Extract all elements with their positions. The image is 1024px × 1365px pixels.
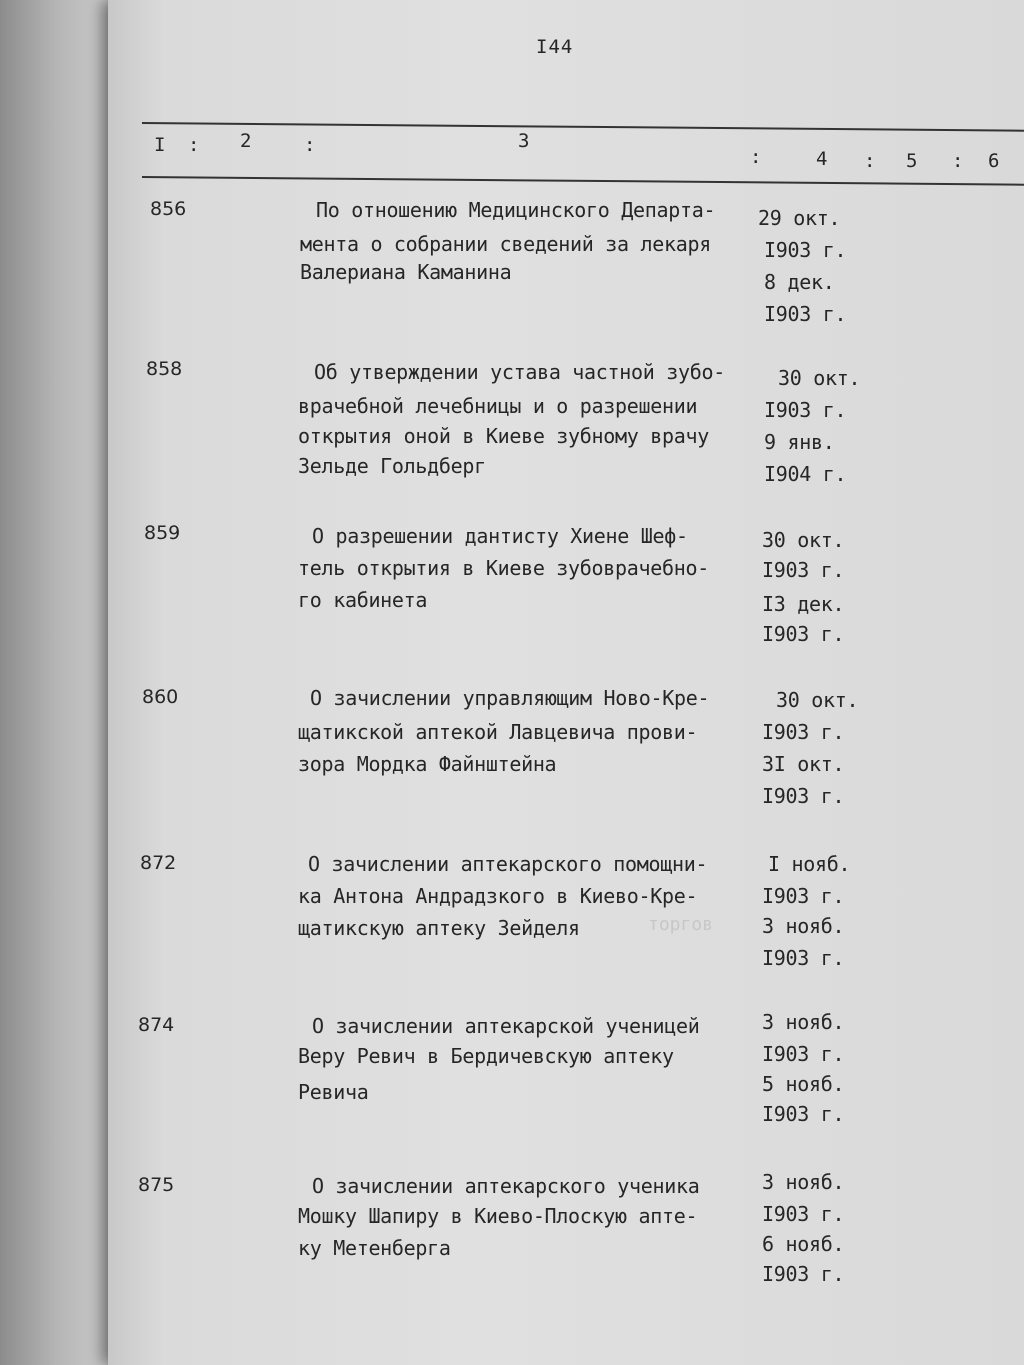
entry-text-line: открытия оной в Киеве зубному врачу xyxy=(298,424,709,448)
entry-text-line: О зачислении управляющим Ново-Кре- xyxy=(310,686,710,710)
page-number: I44 xyxy=(536,36,574,58)
entry-date: 3 нояб. xyxy=(762,1170,845,1194)
entry-number: 872 xyxy=(140,852,177,874)
entry-text-line: О зачислении аптекарского помощни- xyxy=(308,852,708,876)
entry-text-line: Об утверждении устава частной зубо- xyxy=(314,360,725,384)
column-separator: : xyxy=(952,150,964,172)
entry-text-line: Мошку Шапиру в Киево-Плоскую апте- xyxy=(298,1204,698,1228)
entry-date: I903 г. xyxy=(762,1102,845,1126)
entry-date: I903 г. xyxy=(762,1202,845,1226)
column-header-3: 3 xyxy=(518,130,530,152)
column-header-6: 6 xyxy=(988,150,1000,172)
entry-date: 30 окт. xyxy=(762,528,845,552)
entry-date: I903 г. xyxy=(762,946,845,970)
column-header-5: 5 xyxy=(906,150,918,172)
entry-text-line: Зельде Гольдберг xyxy=(298,454,486,478)
entry-date: I903 г. xyxy=(762,622,845,646)
entry-number: 874 xyxy=(138,1014,175,1036)
bleed-through-text: торгов xyxy=(648,914,714,935)
entry-date: I903 г. xyxy=(764,238,847,262)
entry-date: 30 окт. xyxy=(776,688,859,712)
entry-date: 3 нояб. xyxy=(762,1010,845,1034)
header-rule-top xyxy=(142,122,1024,132)
column-separator: : xyxy=(864,150,876,172)
entry-date: I нояб. xyxy=(768,852,851,876)
entry-text-line: щатикскую аптеку Зейделя xyxy=(298,916,580,940)
entry-date: I903 г. xyxy=(764,302,847,326)
entry-text-line: тель открытия в Киеве зубоврачебно- xyxy=(298,556,709,580)
entry-text-line: О разрешении дантисту Хиене Шеф- xyxy=(312,524,688,548)
column-separator: : xyxy=(750,146,762,168)
entry-date: I903 г. xyxy=(762,784,845,808)
entry-date: I3 дек. xyxy=(762,592,845,616)
document-page xyxy=(108,0,1024,1365)
column-header-2: 2 xyxy=(240,130,252,152)
entry-date: I903 г. xyxy=(764,398,847,422)
entry-date: I903 г. xyxy=(762,558,845,582)
entry-number: 859 xyxy=(144,522,181,544)
entry-text-line: мента о собрании сведений за лекаря xyxy=(300,232,711,256)
entry-text-line: Валериана Каманина xyxy=(300,260,512,284)
entry-text-line: врачебной лечебницы и о разрешении xyxy=(298,394,698,418)
entry-date: 3I окт. xyxy=(762,752,845,776)
entry-text-line: зора Мордка Файнштейна xyxy=(298,752,557,776)
entry-date: 9 янв. xyxy=(764,430,835,454)
entry-date: 8 дек. xyxy=(764,270,835,294)
header-rule-bottom xyxy=(142,176,1024,186)
entry-date: 30 окт. xyxy=(778,366,861,390)
entry-text-line: Ревича xyxy=(298,1080,369,1104)
column-header-4: 4 xyxy=(816,148,828,170)
entry-text-line: О зачислении аптекарской ученицей xyxy=(312,1014,700,1038)
entry-text-line: го кабинета xyxy=(298,588,428,612)
entry-number: 856 xyxy=(150,198,187,220)
entry-date: 6 нояб. xyxy=(762,1232,845,1256)
entry-date: 3 нояб. xyxy=(762,914,845,938)
entry-date: I903 г. xyxy=(762,884,845,908)
entry-date: I903 г. xyxy=(762,1262,845,1286)
entry-date: I903 г. xyxy=(762,1042,845,1066)
entry-text-line: ку Метенберга xyxy=(298,1236,451,1260)
entry-text-line: О зачислении аптекарского ученика xyxy=(312,1174,700,1198)
entry-date: 5 нояб. xyxy=(762,1072,845,1096)
entry-number: 860 xyxy=(142,686,179,708)
entry-text-line: щатикской аптекой Лавцевича прови- xyxy=(298,720,698,744)
entry-text-line: Веру Ревич в Бердичевскую аптеку xyxy=(298,1044,674,1068)
entry-date: I904 г. xyxy=(764,462,847,486)
column-separator: : xyxy=(188,134,200,156)
entry-text-line: По отношению Медицинского Департа- xyxy=(316,198,716,222)
entry-text-line: ка Антона Андрадзкого в Киево-Кре- xyxy=(298,884,698,908)
entry-date: 29 окт. xyxy=(758,206,841,230)
entry-number: 875 xyxy=(138,1174,175,1196)
entry-number: 858 xyxy=(146,358,183,380)
column-header-1: I xyxy=(154,134,166,156)
entry-date: I903 г. xyxy=(762,720,845,744)
column-separator: : xyxy=(304,134,316,156)
